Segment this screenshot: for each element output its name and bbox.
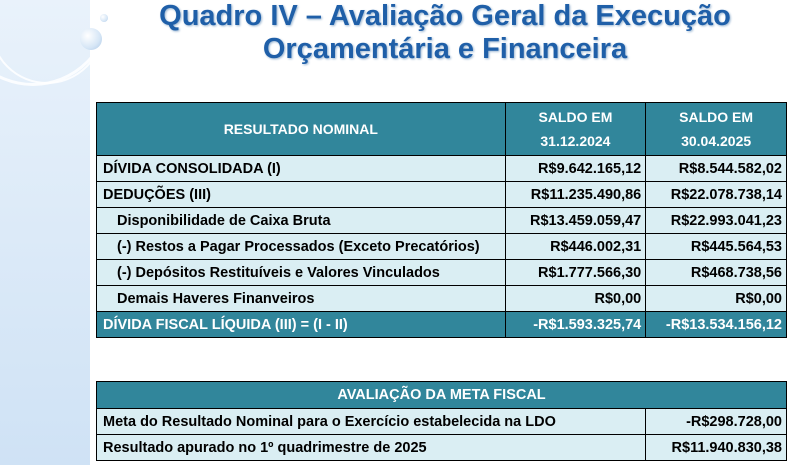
row-value-2025: R$468.738,56	[646, 260, 787, 286]
row-value-2024: R$9.642.165,12	[505, 156, 646, 182]
row-label: Demais Haveres Finanveiros	[97, 286, 506, 312]
row-value-2024: R$11.235.490,86	[505, 182, 646, 208]
header-col-2024-line2: 31.12.2024	[540, 133, 611, 149]
meta-row-label: Meta do Resultado Nominal para o Exercício estabelecida na LDO	[97, 409, 646, 435]
table-header-row	[97, 103, 787, 156]
decorative-sidebar	[0, 0, 90, 465]
row-label: Disponibilidade de Caixa Bruta	[97, 208, 506, 234]
table-row	[97, 286, 787, 312]
total-label: DÍVIDA FISCAL LÍQUIDA (III) = (I - II)	[97, 312, 506, 338]
row-value-2025: R$0,00	[646, 286, 787, 312]
row-value-2024: R$13.459.059,47	[505, 208, 646, 234]
row-value-2025: R$22.993.041,23	[646, 208, 787, 234]
row-label: DEDUÇÕES (III)	[97, 182, 506, 208]
row-value-2024: R$446.002,31	[505, 234, 646, 260]
header-col-2024	[505, 103, 646, 156]
row-value-2025: R$445.564,53	[646, 234, 787, 260]
table-header-row	[97, 382, 787, 409]
total-value-2025: -R$13.534.156,12	[646, 312, 787, 338]
header-label: RESULTADO NOMINAL	[97, 103, 506, 156]
table-row	[97, 260, 787, 286]
meta-fiscal-table	[96, 381, 787, 461]
table-row	[97, 234, 787, 260]
row-value-2025: R$8.544.582,02	[646, 156, 787, 182]
header-col-2025-line1: SALDO EM	[679, 109, 754, 125]
title-line-2: Orçamentária e Financeira	[262, 33, 628, 65]
table-row	[97, 182, 787, 208]
row-label: (-) Restos a Pagar Processados (Exceto Precatórios)	[97, 234, 506, 260]
row-label: DÍVIDA CONSOLIDADA (I)	[97, 156, 506, 182]
row-value-2024: R$0,00	[505, 286, 646, 312]
meta-header: AVALIAÇÃO DA META FISCAL	[97, 382, 787, 409]
header-col-2025-line2: 30.04.2025	[681, 133, 752, 149]
total-row	[97, 312, 787, 338]
title-line-1: Quadro IV – Avaliação Geral da Execução	[159, 0, 731, 32]
table-row	[97, 208, 787, 234]
table-row	[97, 156, 787, 182]
header-col-2024-line1: SALDO EM	[538, 109, 613, 125]
decorative-ring	[0, 0, 90, 84]
decorative-bubble	[80, 28, 102, 50]
resultado-nominal-table	[96, 102, 787, 338]
meta-row-value: R$11.940.830,38	[646, 435, 787, 461]
row-label: (-) Depósitos Restituíveis e Valores Vinculados	[97, 260, 506, 286]
meta-row-value: -R$298.728,00	[646, 409, 787, 435]
row-value-2024: R$1.777.566,30	[505, 260, 646, 286]
row-value-2025: R$22.078.738,14	[646, 182, 787, 208]
slide-title	[100, 0, 790, 66]
meta-row-label: Resultado apurado no 1º quadrimestre de 2025	[97, 435, 646, 461]
total-value-2024: -R$1.593.325,74	[505, 312, 646, 338]
header-col-2025	[646, 103, 787, 156]
table-row	[97, 409, 787, 435]
table-row	[97, 435, 787, 461]
